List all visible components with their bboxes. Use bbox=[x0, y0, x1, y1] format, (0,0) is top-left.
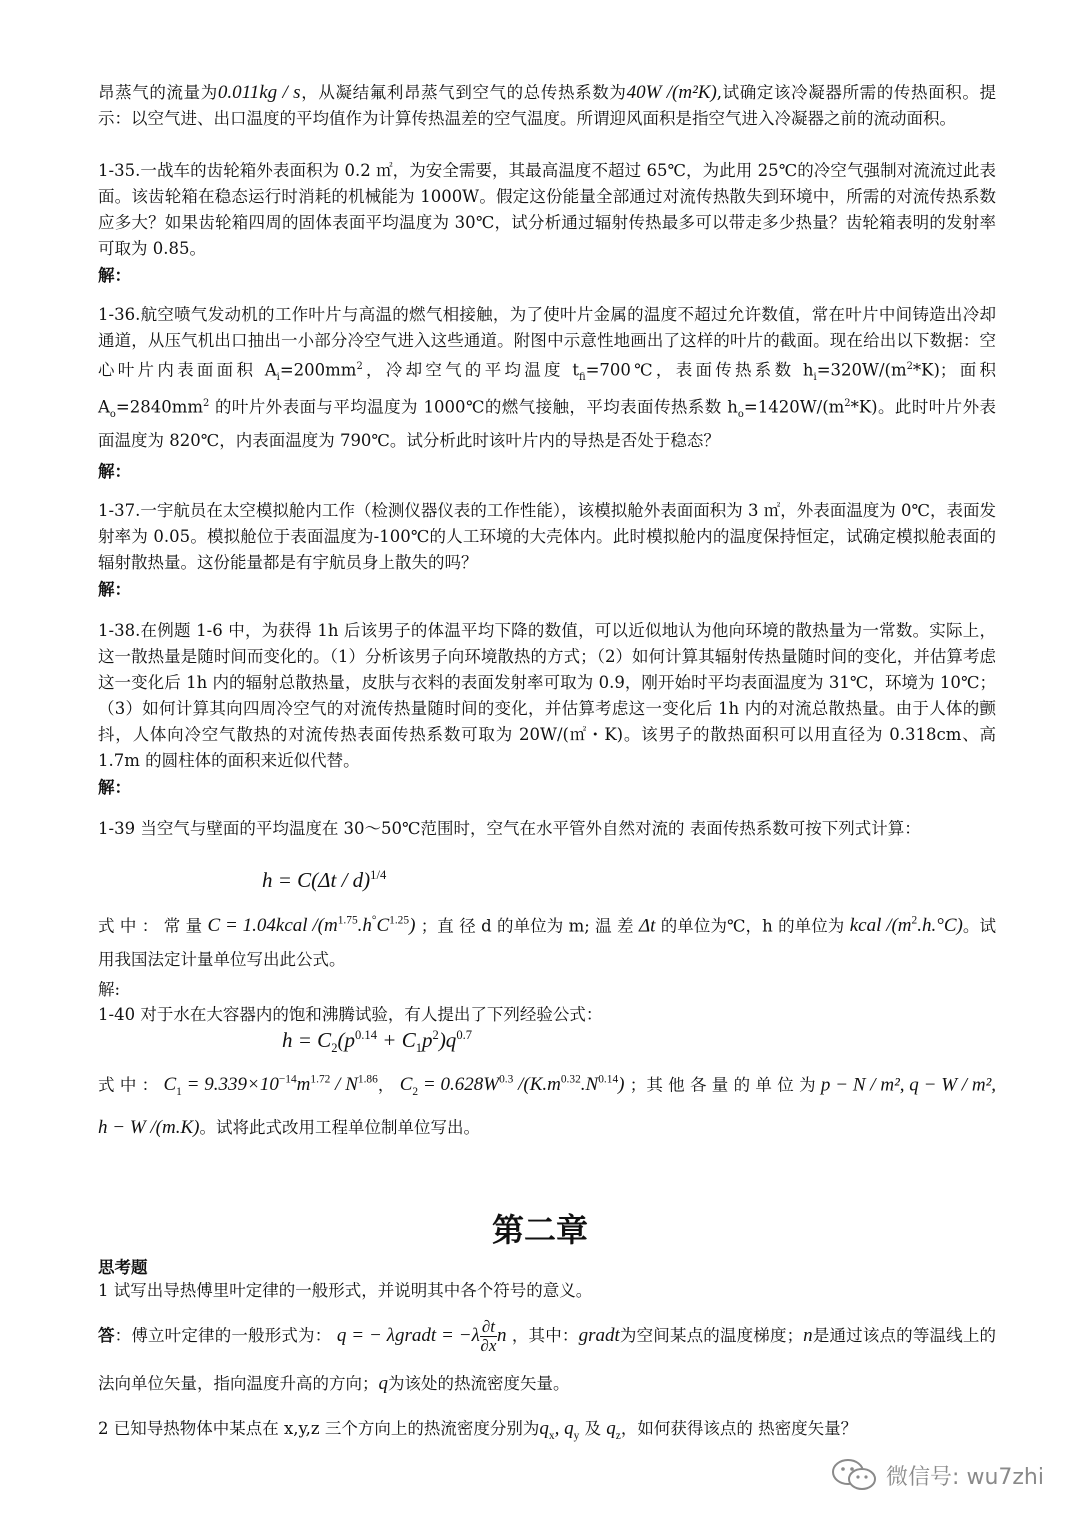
text: 。试用我国法定计量单位写出此公式。 bbox=[98, 916, 996, 970]
text: ,试确定该冷凝器所需的传热面积。提示：以空气进、出口温度的平均值作为计算传热温差的空气温度。所谓迎风面积是指空气进入冷凝器之前的流动面积。 bbox=[98, 83, 997, 128]
text: = 0.628W bbox=[418, 1074, 500, 1096]
text: 的单位为℃，h 的单位为 bbox=[660, 916, 845, 936]
superscript: −14 bbox=[278, 1074, 297, 1086]
text: q bbox=[539, 1418, 549, 1439]
text: 。试将此式改用工程单位制单位写出。 bbox=[199, 1118, 480, 1138]
text: =200mm bbox=[279, 360, 357, 380]
text: 及 bbox=[579, 1419, 607, 1438]
superscript: 2 bbox=[844, 397, 851, 409]
wechat-icon bbox=[830, 1458, 878, 1492]
solution-label: 解： bbox=[98, 580, 131, 599]
text: 式 中 ： bbox=[98, 1075, 159, 1095]
problem-1-37: 1-37.一宇航员在太空模拟舱内工作（检测仪器仪表的工作性能），该模拟舱外表面面积为 3 ㎡，外表面温度为 0℃，表面发射率为 0.05。模拟舱位于表面温度为-100℃的人工环境的大壳体内。此时模拟舱内的温度保持恒定，试确定模拟舱表面的辐射散热量。这份能量都是有宇航员身上散失的吗？ bbox=[98, 501, 996, 572]
text: C = 1.04kcal /(m bbox=[207, 915, 338, 937]
numerator: ∂t bbox=[481, 1317, 495, 1337]
question-2 bbox=[98, 1414, 996, 1451]
flow-rate-formula: 0.011kg / s bbox=[217, 82, 301, 103]
text: =320W/(m bbox=[816, 360, 907, 380]
superscript: 0.14 bbox=[598, 1074, 619, 1086]
subscript: x bbox=[548, 1429, 555, 1442]
subscript: i bbox=[276, 371, 280, 383]
superscript: 1.86 bbox=[357, 1074, 378, 1086]
equation-text: h = C(Δt / d) bbox=[262, 868, 371, 892]
unit-formula bbox=[850, 915, 963, 936]
equation-1-39 bbox=[262, 868, 386, 893]
solution-label: 解: bbox=[98, 980, 121, 999]
text: 为空间某点的温度梯度； bbox=[619, 1326, 804, 1345]
fourier-law-formula bbox=[336, 1317, 507, 1356]
solution-label: 解： bbox=[98, 462, 131, 481]
constant-c-formula bbox=[208, 915, 416, 936]
superscript: 1.72 bbox=[310, 1074, 331, 1086]
problem-1-36 bbox=[98, 302, 996, 454]
text: kcal /(m bbox=[849, 915, 912, 937]
subscript: 2 bbox=[412, 1086, 419, 1099]
superscript: ° bbox=[371, 915, 377, 927]
text: h = C bbox=[282, 1028, 332, 1052]
superscript: 2 bbox=[906, 361, 913, 372]
text: + C bbox=[377, 1028, 416, 1052]
text: q bbox=[606, 1418, 616, 1439]
solution-label: 解： bbox=[98, 778, 131, 797]
text: C bbox=[376, 915, 390, 937]
text: /(K.m bbox=[513, 1074, 561, 1096]
paragraph-intro bbox=[98, 80, 996, 132]
vector-n-symbol: n bbox=[803, 1325, 813, 1346]
subscript: o bbox=[109, 408, 116, 420]
superscript: 1.75 bbox=[337, 915, 358, 927]
superscript: 1.25 bbox=[389, 915, 410, 927]
text: ；其 他 各 量 的 单 位 为 bbox=[629, 1075, 816, 1095]
text: *K)；面积 A bbox=[98, 360, 996, 417]
text: 的叶片外表面与平均温度为 1000℃的燃气接触，平均表面传热系数 h bbox=[209, 397, 738, 417]
superscript: 2 bbox=[432, 1028, 439, 1042]
subscript: fi bbox=[578, 371, 586, 383]
watermark-text: 微信号: wu7zhi bbox=[886, 1464, 1044, 1490]
constant-c2-formula bbox=[399, 1074, 625, 1099]
text: m bbox=[296, 1074, 311, 1096]
problem-1-40-intro: 1-40 对于水在大容器内的饱和沸腾试验，有人提出了下列经验公式： bbox=[98, 1005, 603, 1024]
gradt-symbol: gradt bbox=[578, 1325, 620, 1346]
text: .N bbox=[580, 1074, 599, 1096]
text: C bbox=[163, 1074, 177, 1096]
text: =700℃，表面传热系数 h bbox=[585, 360, 814, 380]
constant-c1-formula bbox=[163, 1074, 378, 1099]
vector-n: n bbox=[496, 1325, 507, 1346]
text: , q bbox=[554, 1418, 574, 1439]
solution-label: 解： bbox=[98, 266, 131, 285]
subscript: i bbox=[813, 371, 817, 383]
units-formula: p − N / m², q − W / m², h − W /(m.K) bbox=[98, 1074, 997, 1139]
text: 式 中 ： 常 量 bbox=[98, 916, 203, 936]
chapter-title: 第二章 bbox=[491, 1211, 588, 1249]
text: .h.°C) bbox=[917, 915, 963, 937]
answer-1 bbox=[98, 1312, 996, 1408]
text: .h bbox=[357, 915, 372, 937]
text: 1-36.航空喷气发动机的工作叶片与高温的燃气相接触，为了使叶片金属的温度不超过允许数值，常在叶片中间铸造出冷却通道，从压气机出口抽出一小部分冷空气进入这些通道。附图中示意性地画出了这样的叶片的截面。现在给出以下数据：空心叶片内表面面积 A bbox=[98, 305, 996, 380]
text: ，如何获得该点的 热密度矢量？ bbox=[620, 1419, 858, 1438]
subscript: 1 bbox=[415, 1041, 423, 1056]
vector-q-symbol: q bbox=[378, 1373, 388, 1394]
text: ，其中： bbox=[511, 1326, 579, 1345]
text: ，冷却空气的平均温度 t bbox=[362, 360, 579, 380]
wechat-watermark bbox=[830, 1458, 1044, 1492]
text: )q bbox=[438, 1028, 457, 1052]
text: =1420W/(m bbox=[743, 397, 845, 417]
superscript: 0.32 bbox=[560, 1074, 581, 1086]
superscript: 2 bbox=[356, 361, 363, 372]
text: 昂蒸气的流量为 bbox=[98, 83, 218, 102]
delta-t-symbol: Δt bbox=[638, 915, 656, 937]
text: C bbox=[399, 1074, 413, 1096]
problem-1-39-intro: 1-39 当空气与壁面的平均温度在 30～50℃范围时，空气在水平管外自然对流的 表面传热系数可按下列式计算： bbox=[98, 819, 921, 838]
text: ：傅立叶定律的一般形式为： bbox=[114, 1326, 332, 1345]
text: 2 已知导热物体中某点在 x,y,z 三个方向上的热流密度分别为 bbox=[98, 1419, 540, 1438]
superscript: 0.14 bbox=[354, 1028, 378, 1042]
problem-1-40-description bbox=[98, 1062, 996, 1146]
text: ， bbox=[377, 1075, 395, 1095]
text: ) bbox=[409, 915, 416, 937]
superscript: 0.7 bbox=[456, 1028, 473, 1042]
subscript: 1 bbox=[176, 1086, 182, 1099]
text: 为该处的热流密度矢量。 bbox=[388, 1374, 570, 1393]
text: = 9.339×10 bbox=[181, 1074, 279, 1096]
text: (p bbox=[337, 1028, 355, 1052]
text: =2840mm bbox=[115, 397, 203, 417]
problem-1-35: 1-35.一战车的齿轮箱外表面积为 0.2 ㎡，为安全需要，其最高温度不超过 65℃，为此用 25℃的冷空气强制对流流过此表面。该齿轮箱在稳态运行时消耗的机械能为 1000W。假定这份能量全部通过对流传热散失到环境中，所需的对流传热系数应多大？如果齿轮箱四周的固体表面平均温度为 30℃，试分析通过辐射传热最多可以带走多少热量？齿轮箱表明的发射率可取为 0.85。 bbox=[98, 161, 996, 258]
superscript: 0.3 bbox=[499, 1074, 514, 1086]
equation-1-40 bbox=[282, 1028, 472, 1056]
text: ；直 径 d 的单位为 m; 温 差 bbox=[420, 916, 634, 936]
superscript: 1/4 bbox=[370, 868, 387, 882]
heat-flux-components bbox=[539, 1418, 580, 1442]
heat-transfer-coefficient-formula: 40W /(m²K) bbox=[626, 82, 717, 103]
text: *K)。此时叶片外表面温度为 820℃，内表面温度为 790℃。试分析此时该叶片内的导热是否处于稳态？ bbox=[98, 397, 997, 450]
thinking-questions-heading: 思考题 bbox=[98, 1258, 148, 1277]
subscript: o bbox=[737, 408, 744, 420]
superscript: 2 bbox=[911, 915, 918, 927]
subscript: y bbox=[573, 1429, 580, 1442]
answer-label: 答 bbox=[98, 1326, 115, 1345]
problem-1-38: 1-38.在例题 1-6 中，为获得 1h 后该男子的体温平均下降的数值，可以近似地认为他向环境的散热量为一常数。实际上，这一散热量是随时间而变化的。（1）分析该男子向环境散热的方式；（2）如何计算其辐射传热量随时间的变化，并估算考虑这一变化后 1h 内的辐射总散热量，皮肤与衣料的表面发射率可取为 0.9，刚开始时平均表面温度为 31℃，环境为 10℃；（3）如何计算其向四周冷空气的对流传热量随时间的变化，并估算考虑这一变化后 1h 内的对流总散热量。由于人体的颤抖，人体向冷空气散热的对流传热表面传热系数可取为 20W/(㎡・K)。该男子的散热面积可以用直径为 0.318cm、高 1.7m 的圆柱体的面积来近似代替。 bbox=[98, 621, 996, 770]
subscript: z bbox=[615, 1429, 621, 1442]
question-1: 1 试写出导热傅里叶定律的一般形式，并说明其中各个符号的意义。 bbox=[98, 1281, 593, 1300]
problem-1-39-description bbox=[98, 904, 996, 977]
text: p bbox=[422, 1028, 433, 1052]
subscript: 2 bbox=[331, 1041, 338, 1056]
superscript: 2 bbox=[202, 397, 210, 409]
fraction bbox=[480, 1318, 497, 1355]
text: / N bbox=[330, 1074, 358, 1096]
text: q = − λgradt = −λ bbox=[336, 1325, 480, 1346]
text: ) bbox=[618, 1074, 625, 1096]
denominator: ∂x bbox=[480, 1336, 497, 1356]
text: 是通过该点的等温线上的法向单位矢量，指向温度升高的方向； bbox=[98, 1326, 997, 1393]
heat-flux-z bbox=[606, 1418, 621, 1442]
text: ，从凝结氟利昂蒸气到空气的总传热系数为 bbox=[300, 83, 627, 102]
